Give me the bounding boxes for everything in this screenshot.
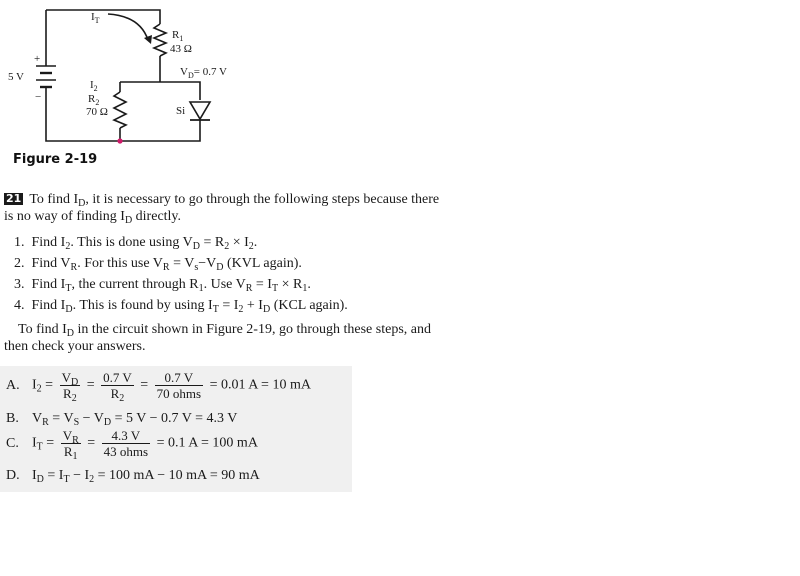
- fraction-07-70: [155, 370, 203, 401]
- intro-text-b: , it is necessary to go through the following steps because there: [85, 192, 440, 207]
- figure-caption: Figure 2-19: [13, 152, 98, 167]
- r1-value: 43 Ω: [170, 43, 192, 55]
- ans-text: − V: [79, 411, 104, 426]
- answer-letter: A.: [6, 377, 20, 393]
- ans-sub: T: [36, 441, 43, 453]
- answer-letter: D.: [6, 468, 20, 483]
- step-number: 4.: [14, 298, 25, 313]
- r1-resistor: [154, 24, 166, 56]
- ans-result: = 0.01 A = 10 mA: [209, 377, 311, 393]
- ans-text: = V: [48, 411, 74, 426]
- intro-sub-b: D: [124, 215, 133, 226]
- wire-top: [46, 10, 160, 24]
- fraction-vd-r2: [60, 370, 81, 404]
- ans-sub: 2: [89, 474, 95, 485]
- step-sub: D: [192, 241, 200, 252]
- ans-eq: =: [140, 377, 149, 393]
- ans-eq: =: [45, 377, 54, 393]
- ans-eq: =: [86, 377, 95, 393]
- battery-plus: +: [34, 53, 41, 65]
- i2-label: $I_2$: [90, 79, 98, 93]
- it-label: $I_T$: [91, 11, 100, 25]
- step-1: [14, 234, 257, 251]
- battery-icon: [36, 66, 56, 92]
- fraction-07-r2: [101, 370, 134, 404]
- ans-text: V: [62, 428, 73, 443]
- step-text: Find I: [31, 298, 66, 313]
- ans-sub: S: [73, 417, 80, 428]
- step-sub: 1: [198, 283, 204, 294]
- step-4: [14, 297, 348, 314]
- answer-a: [6, 370, 311, 404]
- outro-text-a: To find I: [18, 322, 67, 337]
- ans-text: V: [32, 411, 43, 426]
- step-sub: D: [262, 304, 271, 315]
- problem-intro-line-1: [4, 191, 439, 208]
- step-text: .: [307, 277, 311, 292]
- ans-text: R: [63, 386, 72, 401]
- step-sub: 1: [302, 283, 308, 294]
- step-text: (KVL again).: [223, 256, 302, 271]
- ans-text: R: [63, 444, 73, 459]
- frac-den: 43 ohms: [103, 444, 149, 459]
- r1-label: $R_1$: [172, 29, 184, 43]
- step-sub: 2: [238, 304, 244, 315]
- wire-node: [120, 82, 200, 100]
- ans-text: I: [32, 377, 37, 393]
- r2-label: $R_2$: [88, 93, 100, 107]
- ans-text: = 100 mA − 10 mA = 90 mA: [94, 468, 260, 483]
- junction-dot: [117, 138, 122, 143]
- answer-c: [6, 428, 258, 462]
- step-text: × R: [278, 277, 303, 292]
- step-number: 1.: [14, 235, 25, 250]
- step-text: Find I: [31, 235, 66, 250]
- arrow-head-icon: [144, 35, 152, 44]
- answer-letter: B.: [6, 411, 19, 426]
- ans-sub: 2: [36, 383, 42, 395]
- problem-number-badge: 21: [6, 192, 22, 205]
- step-text: = V: [169, 256, 195, 271]
- ans-result: = 0.1 A = 100 mA: [156, 435, 258, 451]
- step-text: .: [253, 235, 258, 250]
- intro-sub-a: D: [78, 198, 86, 209]
- step-text: . For this use V: [77, 256, 163, 271]
- step-3: [14, 276, 311, 293]
- step-sub: T: [271, 283, 279, 294]
- ans-sub: T: [63, 474, 70, 485]
- frac-den: [61, 444, 81, 462]
- ans-text: = 5 V − 0.7 V = 4.3 V: [111, 411, 238, 426]
- ans-text: − I: [69, 468, 90, 483]
- circuit-diagram: [0, 0, 260, 150]
- ans-text: V: [61, 370, 71, 385]
- ans-text: I: [32, 468, 37, 483]
- intro-text-c: is no way of finding I: [4, 209, 125, 224]
- step-text: = I: [218, 298, 239, 313]
- frac-num: 0.7 V: [155, 370, 203, 386]
- step-text: Find V: [31, 256, 71, 271]
- frac-num: 4.3 V: [102, 428, 150, 444]
- r2-value: 70 Ω: [86, 106, 108, 118]
- step-sub: R: [70, 262, 78, 273]
- diode-label: Si: [176, 105, 186, 117]
- diode-icon: [190, 102, 210, 120]
- ans-sub: D: [36, 474, 44, 485]
- step-text: . Use V: [203, 277, 246, 292]
- ans-sub: 2: [71, 393, 77, 404]
- ans-eq: =: [46, 435, 55, 451]
- problem-outro-line-2: then check your answers.: [4, 339, 146, 354]
- frac-num: [61, 428, 81, 444]
- step-number: 2.: [14, 256, 25, 271]
- intro-text-d: directly.: [132, 209, 182, 224]
- step-text: = R: [199, 235, 225, 250]
- step-text: . This is found by using I: [72, 298, 213, 313]
- step-sub: 2: [224, 241, 230, 252]
- step-sub: 2: [248, 241, 254, 252]
- intro-text-a: To find I: [29, 192, 79, 207]
- frac-num: [60, 370, 81, 386]
- step-text: , the current through R: [71, 277, 199, 292]
- frac-den: [101, 386, 134, 404]
- step-number: 3.: [14, 277, 25, 292]
- outro-sub: D: [66, 328, 75, 339]
- vd-label: $V_D= 0.7$ V: [180, 66, 227, 80]
- ans-sub: D: [70, 377, 79, 388]
- step-sub: 2: [65, 241, 71, 252]
- frac-den: [60, 386, 81, 404]
- problem-intro-line-2: [4, 208, 181, 225]
- battery-minus: −: [35, 91, 42, 103]
- step-sub: D: [65, 304, 73, 315]
- ans-text: I: [32, 435, 37, 451]
- step-sub: s: [194, 262, 199, 273]
- ans-sub: 2: [119, 393, 125, 404]
- problem-outro-line-1: [18, 321, 431, 338]
- ans-sub: D: [103, 417, 112, 428]
- step-sub: R: [245, 283, 253, 294]
- current-arrow: [108, 14, 148, 40]
- fraction-43-43: [102, 428, 150, 459]
- step-sub: T: [65, 283, 72, 294]
- fraction-vr-r1: [61, 428, 81, 462]
- answer-letter: C.: [6, 435, 19, 451]
- answer-d: [6, 468, 260, 484]
- step-text: × I: [229, 235, 249, 250]
- ans-sub: R: [72, 435, 79, 446]
- answers-panel: [0, 366, 352, 492]
- step-text: (KCL again).: [270, 298, 348, 313]
- ans-sub: 1: [72, 451, 78, 462]
- frac-num: 0.7 V: [103, 370, 132, 385]
- step-text: . This is done using V: [70, 235, 193, 250]
- frac-den: 70 ohms: [156, 386, 202, 401]
- answer-b: [6, 411, 237, 427]
- step-sub: D: [216, 262, 224, 273]
- r2-resistor: [114, 92, 126, 128]
- step-text: −V: [198, 256, 217, 271]
- step-text: + I: [243, 298, 263, 313]
- source-voltage: 5 V: [8, 71, 24, 83]
- outro-text-b: in the circuit shown in Figure 2-19, go through these steps, and: [74, 322, 431, 337]
- step-sub: T: [212, 304, 219, 315]
- step-2: [14, 255, 302, 272]
- step-sub: R: [162, 262, 170, 273]
- step-text: Find I: [31, 277, 66, 292]
- ans-text: = I: [43, 468, 64, 483]
- ans-sub: R: [42, 417, 49, 428]
- step-text: = I: [252, 277, 272, 292]
- ans-eq: =: [87, 435, 96, 451]
- ans-text: R: [110, 386, 120, 401]
